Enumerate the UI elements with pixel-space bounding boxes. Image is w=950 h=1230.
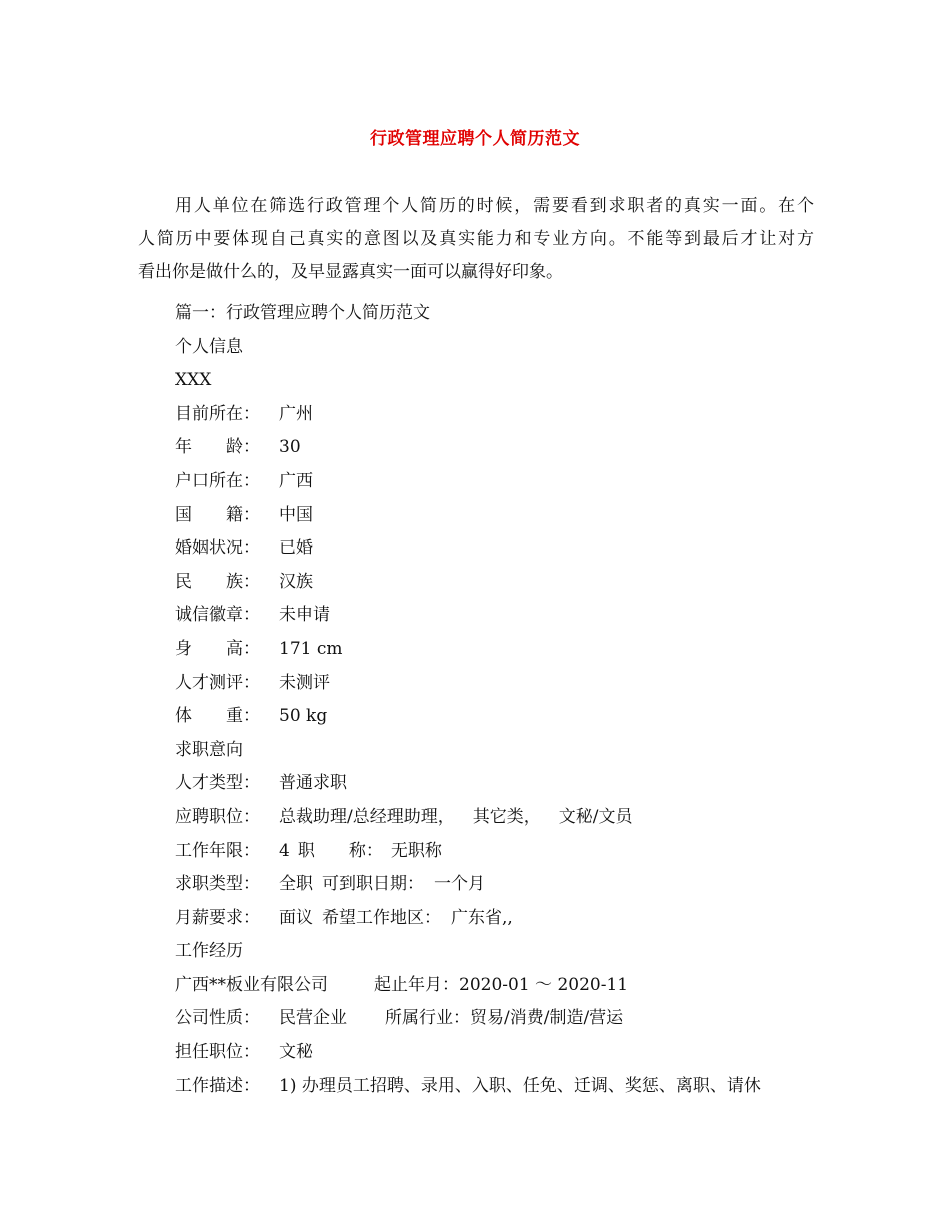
- field-label: 希望工作地区：: [322, 907, 441, 928]
- intro-paragraph: [138, 190, 814, 289]
- document-title: 行政管理应聘个人简历范文: [370, 129, 580, 149]
- field-label: 求职类型：: [175, 874, 260, 895]
- field-value: 中国: [279, 504, 313, 525]
- field-value: 汉族: [279, 571, 313, 592]
- resume-body: [175, 297, 825, 1103]
- field-label: 人才类型：: [175, 773, 260, 794]
- field-value: 贸易/消费/制造/营运: [470, 1008, 624, 1029]
- field-value: 广西: [279, 470, 313, 491]
- field-label: 国 籍：: [175, 504, 260, 525]
- personal-info-row: [175, 633, 825, 667]
- personal-info-row: [175, 599, 825, 633]
- field-label: 起止年月：: [374, 974, 459, 995]
- field-value: 文秘: [279, 1042, 313, 1063]
- field-value: 30: [279, 437, 301, 458]
- field-label: 年 龄：: [175, 437, 260, 458]
- field-value: 4: [279, 840, 290, 861]
- field-label: 体 重：: [175, 706, 260, 727]
- job-type-row: [175, 868, 825, 902]
- personal-info-heading: 个人信息: [175, 336, 243, 357]
- field-value: 未申请: [279, 605, 330, 626]
- field-label: 人才测评：: [175, 672, 260, 693]
- intro-line: 人简历中要体现自己真实的意图以及真实能力和专业方向。不能等到最后才让对方: [138, 229, 814, 249]
- job-intention-heading: 求职意向: [175, 739, 243, 760]
- work-description-row: [175, 1070, 825, 1104]
- intro-line: 用人单位在筛选行政管理个人简历的时候，需要看到求职者的真实一面。在个: [175, 196, 814, 216]
- field-label: 目前所在：: [175, 403, 260, 424]
- field-value: 无职称: [390, 840, 442, 861]
- field-label: 所属行业：: [385, 1008, 470, 1029]
- field-label: 户口所在：: [175, 470, 260, 491]
- field-value: 1) 办理员工招聘、录用、入职、任免、迁调、奖惩、离职、请休: [279, 1075, 761, 1096]
- field-label: 月薪要求：: [175, 907, 260, 928]
- field-value: 50 kg: [279, 706, 328, 727]
- talent-type-row: [175, 767, 825, 801]
- field-label: 职 称：: [297, 840, 383, 861]
- field-label: 诚信徽章：: [175, 605, 260, 626]
- section-heading: 篇一：行政管理应聘个人简历范文: [175, 303, 430, 323]
- field-value: 广东省,,: [451, 907, 513, 928]
- personal-info-row: [175, 499, 825, 533]
- field-label: 工作年限：: [175, 840, 260, 861]
- position-row: [175, 801, 825, 835]
- field-label: 应聘职位：: [175, 806, 260, 827]
- personal-info-row: [175, 398, 825, 432]
- personal-info-row: [175, 700, 825, 734]
- field-label: 身 高：: [175, 638, 260, 659]
- field-label: 担任职位：: [175, 1042, 260, 1063]
- personal-info-list: [175, 398, 825, 734]
- role-row: [175, 1036, 825, 1070]
- field-value: 总裁助理/总经理助理，: [279, 806, 455, 827]
- field-value: 全职: [279, 874, 313, 895]
- field-value: 广州: [279, 403, 313, 424]
- field-label: 民 族：: [175, 571, 260, 592]
- field-label: 公司性质：: [175, 1008, 260, 1029]
- company-row: [175, 969, 825, 1003]
- field-value: 文秘/文员: [558, 806, 633, 827]
- candidate-name: XXX: [175, 370, 212, 391]
- company-nature-row: [175, 1002, 825, 1036]
- years-row: [175, 835, 825, 869]
- field-value: 171 cm: [279, 638, 343, 659]
- field-label: 可到职日期：: [322, 874, 424, 895]
- field-value: 2020-01 ～ 2020-11: [459, 974, 629, 995]
- field-value: 普通求职: [279, 773, 347, 794]
- field-value: 其它类，: [472, 806, 541, 827]
- field-value: 一个月: [434, 874, 485, 895]
- field-value: 已婚: [279, 538, 313, 559]
- field-label: 婚姻状况：: [175, 538, 260, 559]
- personal-info-row: [175, 532, 825, 566]
- personal-info-row: [175, 465, 825, 499]
- personal-info-row: [175, 667, 825, 701]
- field-value: 未测评: [279, 672, 330, 693]
- salary-row: [175, 902, 825, 936]
- personal-info-row: [175, 566, 825, 600]
- personal-info-row: [175, 431, 825, 465]
- field-label: 工作描述：: [175, 1075, 260, 1096]
- intro-line: 看出你是做什么的，及早显露真实一面可以赢得好印象。: [138, 262, 563, 282]
- field-value: 民营企业: [279, 1008, 347, 1029]
- work-experience-heading: 工作经历: [175, 941, 243, 962]
- company-name: 广西**板业有限公司: [175, 974, 328, 995]
- field-value: 面议: [279, 907, 313, 928]
